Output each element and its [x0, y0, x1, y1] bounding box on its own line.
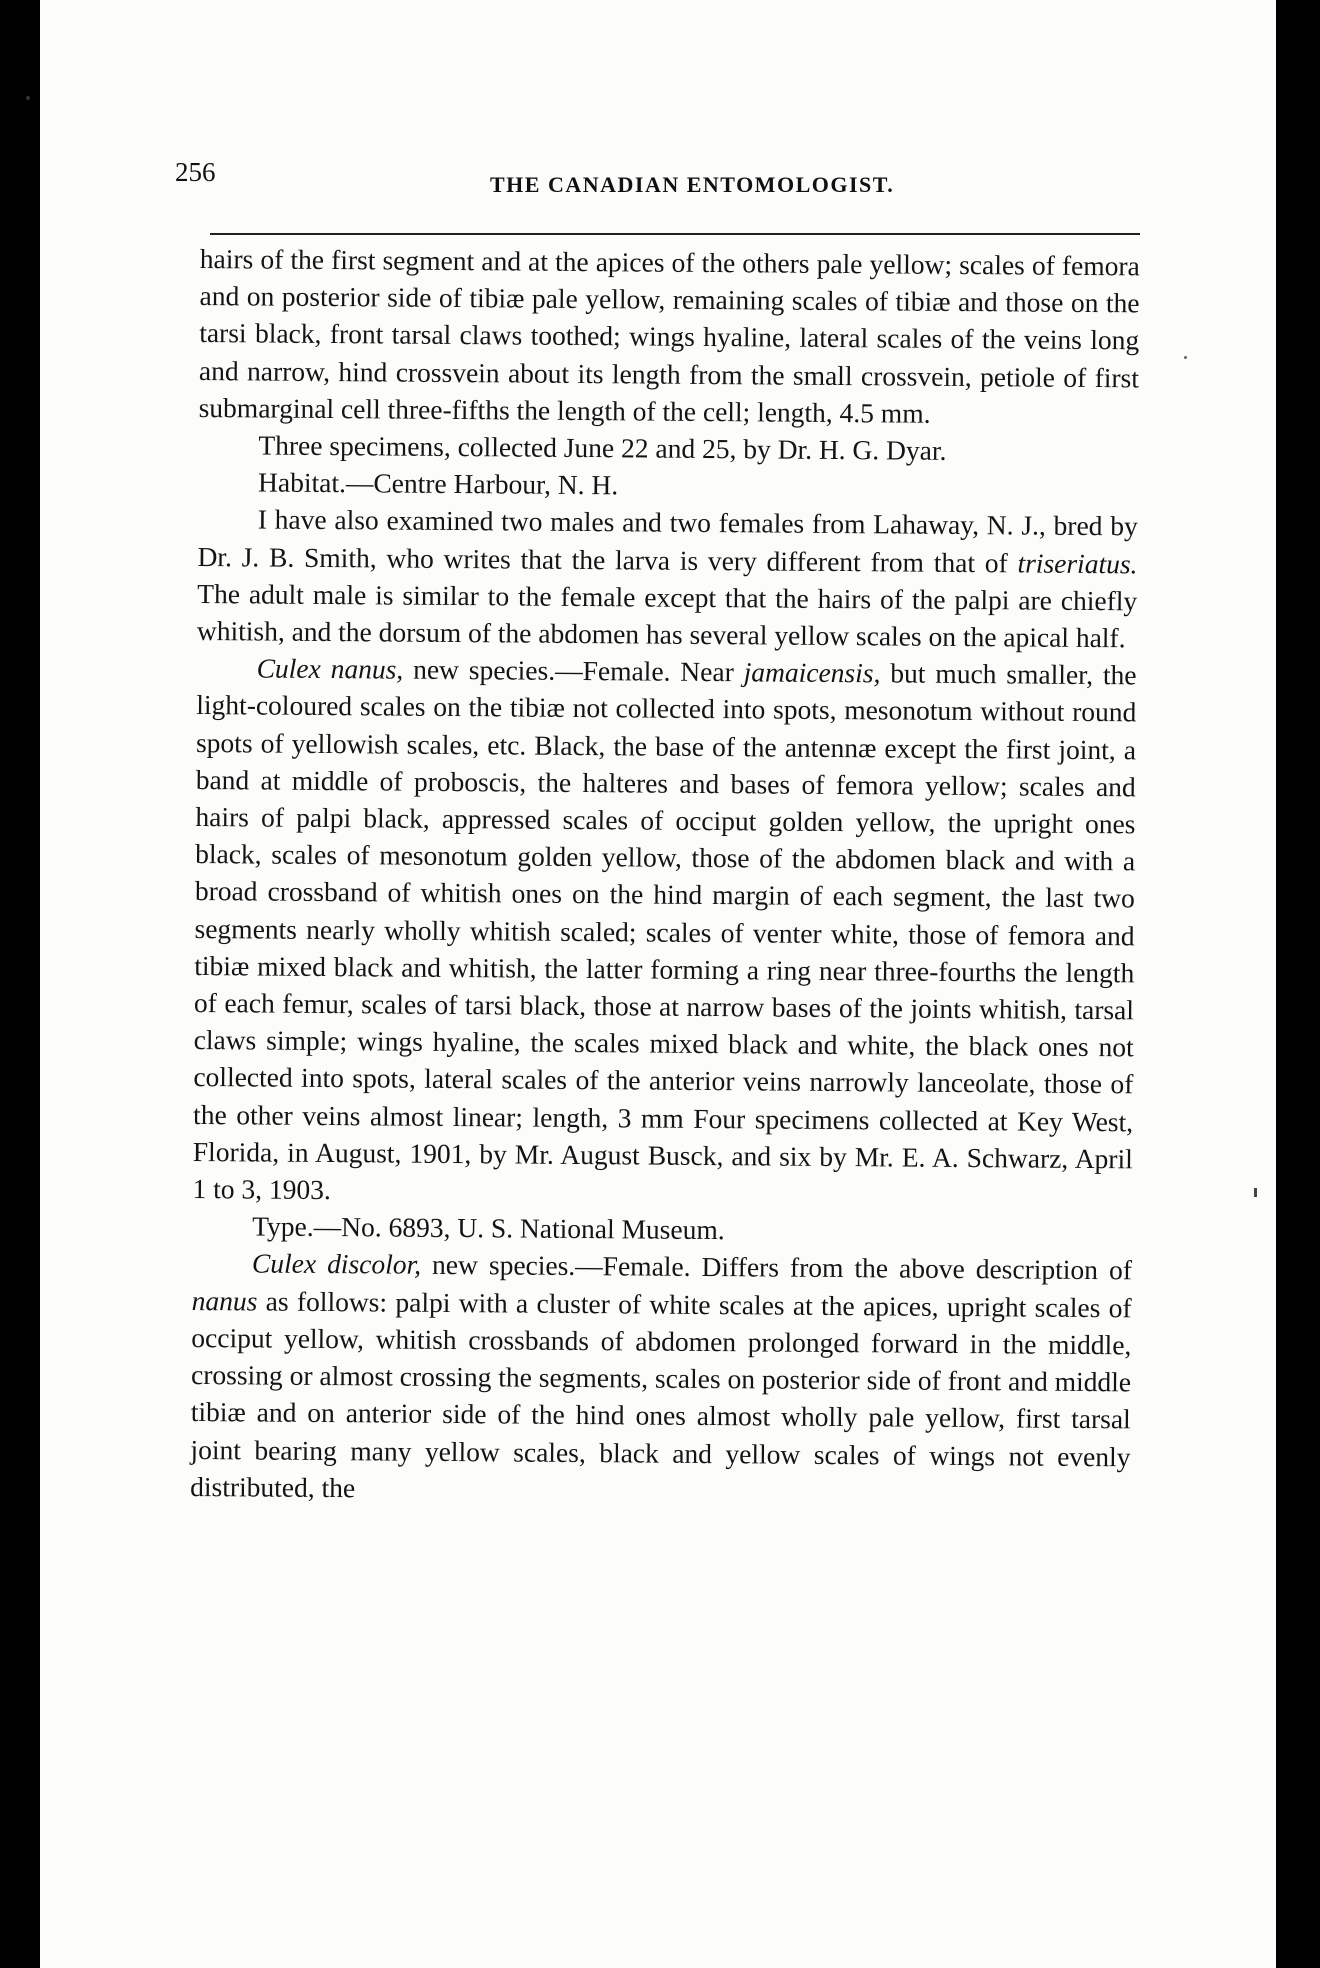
- page-body: [190, 240, 1140, 1512]
- header-rule: [210, 233, 1140, 235]
- species-name: nanus: [191, 1284, 258, 1317]
- scan-border: [1276, 0, 1320, 1968]
- text-run: new species.—Female. Differs from the above description of: [420, 1249, 1133, 1286]
- scan-speck: [1254, 1188, 1257, 1197]
- text-run: The adult male is similar to the female except that the hairs of the palpi are chiefly whitish, and the dorsum of the abdomen has several yellow scales on the apical half.: [196, 577, 1138, 654]
- text-run: new species.—Female. Near: [403, 653, 744, 688]
- scan-speck: [1184, 356, 1187, 359]
- page-number: 256: [175, 157, 216, 187]
- species-name: triseriatus.: [1017, 547, 1138, 579]
- running-head: THE CANADIAN ENTOMOLOGIST.: [490, 172, 895, 197]
- species-heading: Culex nanus,: [256, 652, 404, 685]
- paragraph-specimens: Three specimens, collected June 22 and 25, by Dr. H. G. Dyar.: [258, 429, 947, 466]
- text-run: as follows: palpi with a cluster of white scales at the apices, upright scales of occiput yellow, whitish crossbands of abdomen prolonged forward in the middle, crossing or almost crossing the segments, scales on posterior side of front and middle tibiæ and on anterior side of the hind ones almost wholly pale yellow, first tarsal joint bearing many yellow scales, black and yellow scales of wings not evenly distributed, the: [190, 1285, 1132, 1503]
- paragraph-culex-nanus: [192, 649, 1136, 1214]
- species-name: jamaicensis,: [743, 656, 881, 689]
- scan-speck: [26, 96, 30, 100]
- paragraph-habitat: Habitat.—Centre Harbour, N. H.: [257, 466, 619, 501]
- paragraph-culex-discolor: [190, 1244, 1132, 1512]
- text-run: but much smaller, the light-coloured scales on the tibiæ not collected into spots, mesonotum without round spots of yellowish scales, etc. Black, the base of the antennæ except the first joint, a band at middle of proboscis, the halteres and bases of femora yellow; scales and hairs of palpi black, appressed scales of occiput golden yellow, the upright ones black, scales of mesonotum golden yellow, those of the abdomen black and with a broad crossband of whitish ones on the hind margin of each segment, the last two segments nearly wholly whitish scaled; scales of venter white, those of femora and tibiæ mixed black and whitish, the latter forming a ring near three-fourths the length of each femur, scales of tarsi black, those at narrow bases of the joints whitish, tarsal claws simple; wings hyaline, the scales mixed black and white, the black ones not collected into spots, lateral scales of the anterior veins narrowly lanceolate, those of the other veins almost linear; length, 3 mm Four specimens collected at Key West, Florida, in August, 1901, by Mr. August Busck, and six by Mr. E. A. Schwarz, April 1 to 3, 1903.: [192, 657, 1137, 1206]
- paragraph-type: Type.—No. 6893, U. S. National Museum.: [252, 1210, 725, 1246]
- paragraph-continued: hairs of the first segment and at the apices of the others pale yellow; scales of femora and on posterior side of tibiæ pale yellow, remaining scales of tibiæ and those on the tarsi black, front tarsal claws toothed; wings hyaline, lateral scales of the veins long and narrow, hind crossvein about its length from the small crossvein, petiole of first submarginal cell three-fifths the length of the cell; length, 4.5 mm.: [198, 242, 1140, 429]
- paragraph-examined: [197, 500, 1138, 656]
- text-run: I have also examined two males and two females from Lahaway, N. J., bred by Dr. J. B. Smith, who writes that the larva is very different from that of: [197, 503, 1138, 579]
- species-heading: Culex discolor,: [251, 1247, 422, 1281]
